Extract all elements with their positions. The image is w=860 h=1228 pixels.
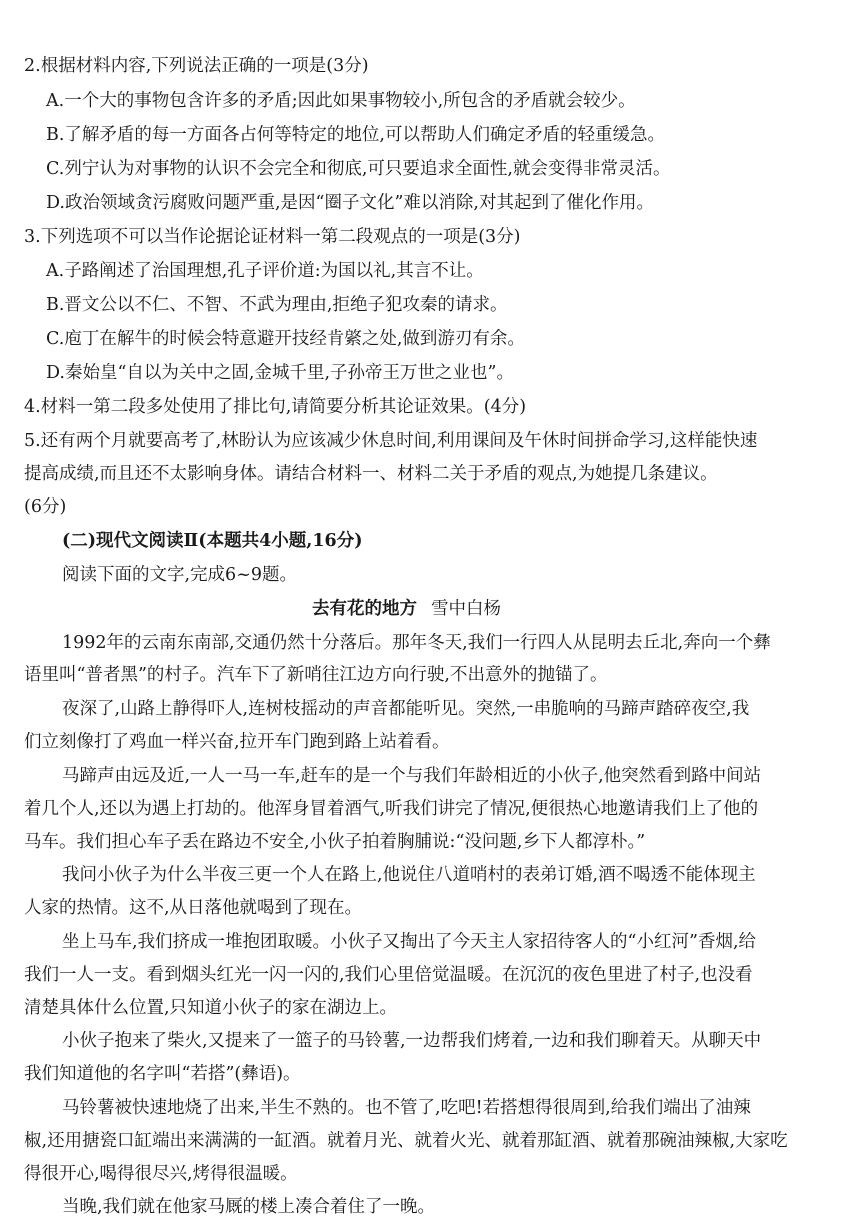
question-2-option-b: B.了解矛盾的每一方面各占何等特定的地位,可以帮助人们确定矛盾的轻重缓急。 xyxy=(46,125,665,145)
paragraph-line: 们立刻像打了鸡血一样兴奋,拉开车门跑到路上站着看。 xyxy=(24,732,450,752)
article-title: 去有花的地方 xyxy=(312,599,417,619)
section-instruction: 阅读下面的文字,完成6~9题。 xyxy=(62,565,297,585)
paragraph-line: 着几个人,还以为遇上打劫的。他浑身冒着酒气,听我们讲完了情况,便很热心地邀请我们上了他的 xyxy=(24,799,759,819)
question-5-line-3: (6分) xyxy=(24,497,67,517)
question-3-option-a: A.子路阐述了治国理想,孔子评价道:为国以礼,其言不让。 xyxy=(46,261,484,281)
paragraph-line: 夜深了,山路上静得吓人,连树枝摇动的声音都能听见。突然,一串脆响的马蹄声踏碎夜空,我 xyxy=(62,699,750,719)
paragraph-line: 1992年的云南东南部,交通仍然十分落后。那年冬天,我们一行四人从昆明去丘北,奔向一个彝 xyxy=(62,633,771,653)
article-author: 雪中白杨 xyxy=(431,599,501,619)
paragraph-line: 马车。我们担心车子丢在路边不安全,小伙子拍着胸脯说:“没问题,乡下人都淳朴。” xyxy=(24,832,646,852)
paragraph-line: 清楚具体什么位置,只知道小伙子的家在湖边上。 xyxy=(24,998,398,1018)
paragraph-line: 坐上马车,我们挤成一堆抱团取暖。小伙子又掏出了今天主人家招待客人的“小红河”香烟,给 xyxy=(62,932,757,952)
question-3-stem: 3.下列选项不可以当作论据论证材料一第二段观点的一项是(3分) xyxy=(24,227,521,247)
paragraph-line: 人家的热情。这不,从日落他就喝到了现在。 xyxy=(24,898,363,918)
question-2-option-c: C.列宁认为对事物的认识不会完全和彻底,可只要追求全面性,就会变得非常灵活。 xyxy=(46,159,671,179)
question-2-option-d: D.政治领域贪污腐败问题严重,是因“圈子文化”难以消除,对其起到了催化作用。 xyxy=(46,193,654,213)
question-3-option-d: D.秦始皇“自以为关中之固,金城千里,子孙帝王万世之业也”。 xyxy=(46,363,514,383)
paragraph-line: 马蹄声由远及近,一人一马一车,赶车的是一个与我们年龄相近的小伙子,他突然看到路中间站 xyxy=(62,766,762,786)
paragraph-line: 我们知道他的名字叫“若搭”(彝语)。 xyxy=(24,1064,301,1084)
paragraph-line: 马铃薯被快速地烧了出来,半生不熟的。也不管了,吃吧!若搭想得很周到,给我们端出了油辣 xyxy=(62,1098,751,1118)
paragraph-line: 我们一人一支。看到烟头红光一闪一闪的,我们心里倍觉温暖。在沉沉的夜色里进了村子,也没看 xyxy=(24,965,753,985)
article-title-line xyxy=(312,598,501,620)
paragraph-line: 椒,还用搪瓷口缸端出来满满的一缸酒。就着月光、就着火光、就着那缸酒、就着那碗油辣椒,大家吃 xyxy=(24,1131,788,1151)
paragraph-line: 语里叫“普者黑”的村子。汽车下了新哨往江边方向行驶,不出意外的抛锚了。 xyxy=(24,665,608,685)
paragraph-line: 当晚,我们就在他家马厩的楼上凑合着住了一晚。 xyxy=(62,1197,436,1217)
paragraph-line: 小伙子抱来了柴火,又提来了一篮子的马铃薯,一边帮我们烤着,一边和我们聊着天。从聊天中 xyxy=(62,1031,762,1051)
question-3-option-b: B.晋文公以不仁、不智、不武为理由,拒绝子犯攻秦的请求。 xyxy=(46,295,508,315)
question-4: 4.材料一第二段多处使用了排比句,请简要分析其论证效果。(4分) xyxy=(24,397,527,417)
question-5-line-1: 5.还有两个月就要高考了,林盼认为应该减少休息时间,利用课间及午休时间拼命学习,这样能快速 xyxy=(24,431,758,451)
section-heading: (二)现代文阅读Ⅱ(本题共4小题,16分) xyxy=(62,531,363,551)
question-3-option-c: C.庖丁在解牛的时候会特意避开技经肯綮之处,做到游刃有余。 xyxy=(46,329,525,349)
paragraph-line: 我问小伙子为什么半夜三更一个人在路上,他说住八道哨村的表弟订婚,酒不喝透不能体现主 xyxy=(62,865,756,885)
question-2-option-a: A.一个大的事物包含许多的矛盾;因此如果事物较小,所包含的矛盾就会较少。 xyxy=(46,91,636,111)
paragraph-line: 得很开心,喝得很尽兴,烤得很温暖。 xyxy=(24,1164,298,1184)
question-2-stem: 2.根据材料内容,下列说法正确的一项是(3分) xyxy=(24,56,369,76)
question-5-line-2: 提高成绩,而且还不太影响身体。请结合材料一、材料二关于矛盾的观点,为她提几条建议。 xyxy=(24,464,718,484)
